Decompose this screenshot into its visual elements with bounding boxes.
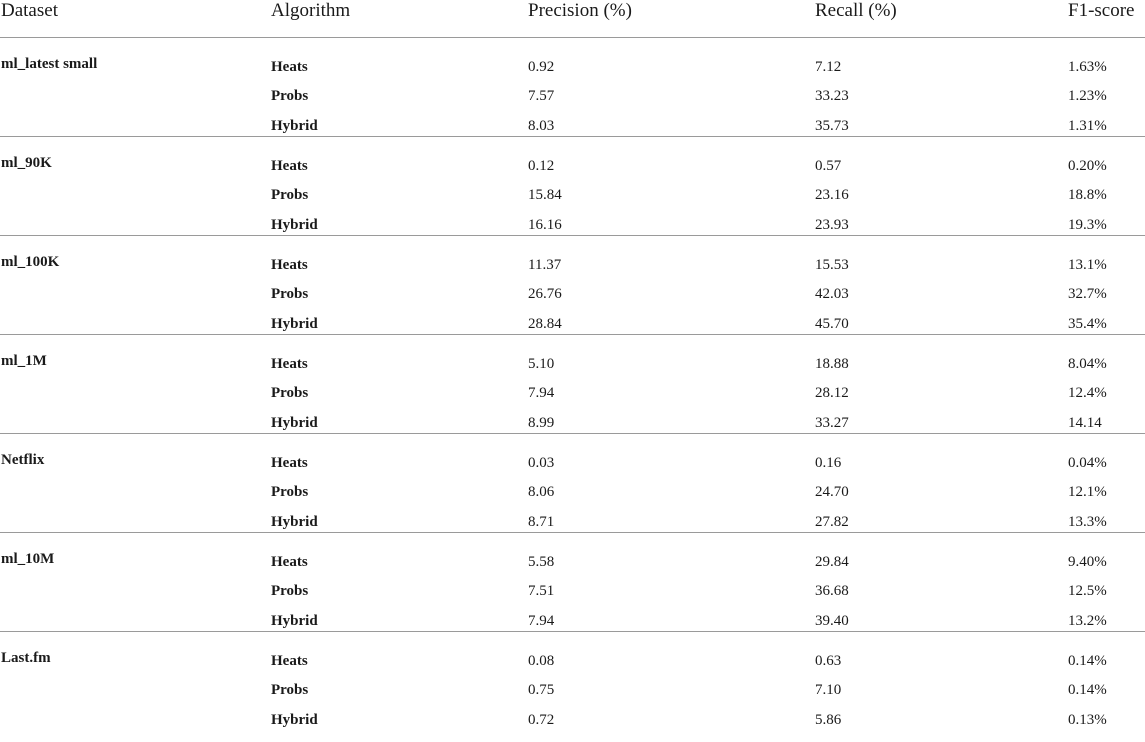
f1-score-cell: 19.3% <box>1068 217 1107 233</box>
dataset-group <box>0 38 1145 137</box>
table-row <box>0 354 1145 374</box>
dataset-name: ml_100K <box>1 254 60 270</box>
algorithm-cell: Probs <box>271 187 309 203</box>
precision-cell: 0.92 <box>528 59 555 75</box>
table-row <box>0 552 1145 572</box>
header-f1-score: F1-score <box>1068 0 1135 21</box>
table-row <box>0 651 1145 671</box>
table-row <box>0 581 1145 601</box>
recall-cell: 7.12 <box>815 59 842 75</box>
precision-cell: 8.06 <box>528 484 555 500</box>
table-row <box>0 383 1145 403</box>
precision-cell: 15.84 <box>528 187 562 203</box>
precision-cell: 8.99 <box>528 415 555 431</box>
recall-cell: 33.27 <box>815 415 849 431</box>
precision-cell: 0.08 <box>528 653 555 669</box>
table-row <box>0 611 1145 631</box>
table-row <box>0 284 1145 304</box>
recall-cell: 18.88 <box>815 356 849 372</box>
f1-score-cell: 12.5% <box>1068 583 1107 599</box>
table-row <box>0 680 1145 700</box>
table-header <box>0 0 1145 38</box>
recall-cell: 0.57 <box>815 158 842 174</box>
algorithm-cell: Hybrid <box>271 118 318 134</box>
f1-score-cell: 0.20% <box>1068 158 1107 174</box>
precision-cell: 0.72 <box>528 712 555 728</box>
precision-cell: 26.76 <box>528 286 562 302</box>
f1-score-cell: 0.13% <box>1068 712 1107 728</box>
dataset-name: ml_1M <box>1 353 47 369</box>
table-row <box>0 116 1145 136</box>
dataset-group <box>0 533 1145 632</box>
algorithm-cell: Heats <box>271 158 308 174</box>
algorithm-cell: Probs <box>271 385 309 401</box>
dataset-group <box>0 434 1145 533</box>
precision-cell: 7.94 <box>528 385 555 401</box>
algorithm-cell: Probs <box>271 583 309 599</box>
table-row <box>0 255 1145 275</box>
precision-cell: 7.51 <box>528 583 555 599</box>
f1-score-cell: 0.14% <box>1068 653 1107 669</box>
f1-score-cell: 14.14 <box>1068 415 1102 431</box>
dataset-group <box>0 632 1145 730</box>
precision-cell: 7.94 <box>528 613 555 629</box>
algorithm-cell: Probs <box>271 88 309 104</box>
recall-cell: 29.84 <box>815 554 849 570</box>
recall-cell: 42.03 <box>815 286 849 302</box>
algorithm-cell: Probs <box>271 682 309 698</box>
recall-cell: 0.63 <box>815 653 842 669</box>
f1-score-cell: 8.04% <box>1068 356 1107 372</box>
algorithm-cell: Heats <box>271 356 308 372</box>
precision-cell: 0.75 <box>528 682 555 698</box>
f1-score-cell: 9.40% <box>1068 554 1107 570</box>
precision-cell: 0.12 <box>528 158 555 174</box>
dataset-name: ml_latest small <box>1 56 98 72</box>
precision-cell: 5.58 <box>528 554 555 570</box>
f1-score-cell: 1.23% <box>1068 88 1107 104</box>
algorithm-cell: Heats <box>271 653 308 669</box>
recall-cell: 7.10 <box>815 682 842 698</box>
recall-cell: 28.12 <box>815 385 849 401</box>
f1-score-cell: 1.31% <box>1068 118 1107 134</box>
algorithm-cell: Hybrid <box>271 415 318 431</box>
recall-cell: 39.40 <box>815 613 849 629</box>
algorithm-cell: Hybrid <box>271 217 318 233</box>
precision-cell: 7.57 <box>528 88 555 104</box>
algorithm-cell: Heats <box>271 554 308 570</box>
recall-cell: 27.82 <box>815 514 849 530</box>
algorithm-cell: Hybrid <box>271 712 318 728</box>
precision-cell: 8.71 <box>528 514 555 530</box>
table-row <box>0 185 1145 205</box>
f1-score-cell: 35.4% <box>1068 316 1107 332</box>
f1-score-cell: 13.2% <box>1068 613 1107 629</box>
header-dataset: Dataset <box>1 0 58 21</box>
recall-cell: 35.73 <box>815 118 849 134</box>
table-row <box>0 215 1145 235</box>
f1-score-cell: 12.1% <box>1068 484 1107 500</box>
table-row <box>0 86 1145 106</box>
dataset-name: Last.fm <box>1 650 51 666</box>
f1-score-cell: 12.4% <box>1068 385 1107 401</box>
precision-cell: 16.16 <box>528 217 562 233</box>
table-row <box>0 482 1145 502</box>
algorithm-cell: Heats <box>271 257 308 273</box>
recall-cell: 45.70 <box>815 316 849 332</box>
precision-cell: 0.03 <box>528 455 555 471</box>
algorithm-cell: Hybrid <box>271 613 318 629</box>
header-algorithm: Algorithm <box>271 0 351 21</box>
f1-score-cell: 0.04% <box>1068 455 1107 471</box>
recall-cell: 15.53 <box>815 257 849 273</box>
recall-cell: 5.86 <box>815 712 842 728</box>
precision-cell: 28.84 <box>528 316 562 332</box>
table-row <box>0 512 1145 532</box>
dataset-group <box>0 137 1145 236</box>
algorithm-cell: Probs <box>271 286 309 302</box>
recall-cell: 24.70 <box>815 484 849 500</box>
algorithm-cell: Hybrid <box>271 514 318 530</box>
table-row <box>0 57 1145 77</box>
dataset-name: ml_10M <box>1 551 55 567</box>
dataset-group <box>0 236 1145 335</box>
f1-score-cell: 1.63% <box>1068 59 1107 75</box>
recall-cell: 23.16 <box>815 187 849 203</box>
recall-cell: 0.16 <box>815 455 842 471</box>
precision-cell: 8.03 <box>528 118 555 134</box>
precision-cell: 5.10 <box>528 356 555 372</box>
f1-score-cell: 0.14% <box>1068 682 1107 698</box>
dataset-name: Netflix <box>1 452 45 468</box>
algorithm-cell: Probs <box>271 484 309 500</box>
recall-cell: 23.93 <box>815 217 849 233</box>
table-body <box>0 38 1145 730</box>
f1-score-cell: 32.7% <box>1068 286 1107 302</box>
dataset-name: ml_90K <box>1 155 52 171</box>
f1-score-cell: 18.8% <box>1068 187 1107 203</box>
f1-score-cell: 13.3% <box>1068 514 1107 530</box>
algorithm-cell: Hybrid <box>271 316 318 332</box>
algorithm-cell: Heats <box>271 59 308 75</box>
table-row <box>0 453 1145 473</box>
recall-cell: 33.23 <box>815 88 849 104</box>
algorithm-cell: Heats <box>271 455 308 471</box>
precision-cell: 11.37 <box>528 257 562 273</box>
dataset-group <box>0 335 1145 434</box>
header-recall: Recall (%) <box>815 0 897 21</box>
table-row <box>0 710 1145 730</box>
recall-cell: 36.68 <box>815 583 849 599</box>
table-row <box>0 413 1145 433</box>
f1-score-cell: 13.1% <box>1068 257 1107 273</box>
table-row <box>0 314 1145 334</box>
table-row <box>0 156 1145 176</box>
header-precision: Precision (%) <box>528 0 632 21</box>
